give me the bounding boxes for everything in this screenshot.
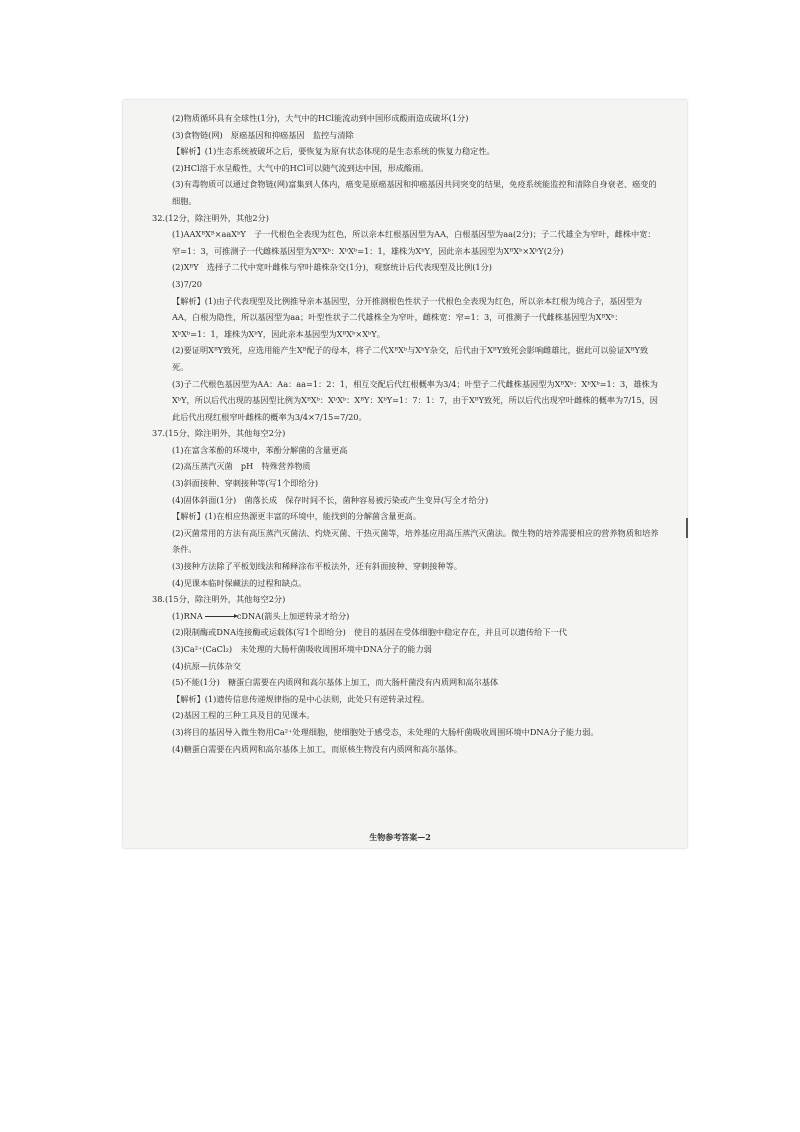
text-line: (3)食物链(网) 原癌基因和抑癌基因 监控与清除 xyxy=(172,129,354,140)
text-line: (1)在富含苯酚的环境中，苯酚分解菌的含量更高 xyxy=(172,444,348,455)
text-line: (2)灭菌常用的方法有高压蒸汽灭菌法、灼烧灭菌、干热灭菌等，培养基应用高压蒸汽灭菌法。微生物的培养需要相应的营养物质和培养条件。 xyxy=(172,527,659,555)
text-line: (2)HCl溶于水呈酸性，大气中的HCl可以随气流到达中国，形成酸雨。 xyxy=(172,162,429,173)
text-line: (2)XᴮY 选择子二代中宽叶雌株与窄叶雄株杂交(1分)，观察统计后代表现型及比例(1分) xyxy=(172,262,493,273)
text-line: 38.(15分，除注明外，其他每空2分) xyxy=(152,594,286,605)
text-line: 【解析】(1)遗传信息传递规律指的是中心法则，此处只有逆转录过程。 xyxy=(172,693,430,704)
page-edge-mark xyxy=(686,518,688,538)
q38-item-1 xyxy=(152,608,660,625)
answer-block-2 xyxy=(152,624,660,757)
page-footer: 生物参考答案—2 xyxy=(369,832,431,842)
text-line: (2)高压蒸汽灭菌 pH 特殊营养物质 xyxy=(172,461,311,472)
text-line: (3)子二代根色基因型为AA：Aa：aa=1：2：1，相互交配后代红根概率为3/4；叶型子二代雌株基因型为XᴮXᵇ：XᵇXᵇ=1：3，雄株为XᵇY，所以后代出现的基因型比例为XᴮXᵇ：XᵇXᵇ：XᴮY：XᵇY=1：7：1：7，由于XᴮY致死，所以后代出现窄叶雌株的概率为7/15，因此后代出现红根窄叶雌株的概率为3/4×7/15=7/20。 xyxy=(172,378,658,422)
answer-text xyxy=(152,110,660,757)
q38-item-1-pre: (1)RNA xyxy=(172,610,203,621)
text-line: (3)7/20 xyxy=(172,278,202,289)
text-line: (5)不能(1分) 糖蛋白需要在内质网和高尔基体上加工，而大肠杆菌没有内质网和高尔基体 xyxy=(172,677,499,688)
reverse-transcription-arrow xyxy=(203,608,237,625)
text-line: 32.(12分，除注明外，其他2分) xyxy=(152,212,269,223)
text-line: 【解析】(1)由子代表现型及比例推导亲本基因型，分开推测根色性状子一代根色全表现为红色，所以亲本红根为纯合子，基因型为AA，白根为隐性，所以基因型为aa；叶型性状子二代雄株全为窄叶，雌株宽：窄=1：3，可推测子一代雌株基因型为XᴮXᵇ：XᵇXᵇ=1：1，雄株为XᵇY，因此亲本基因型为XᴮXᵇ×XᵇY。 xyxy=(172,295,643,339)
text-line: 37.(15分，除注明外，其他每空2分) xyxy=(152,428,286,439)
text-line: (3)将目的基因导入微生物用Ca²⁺处理细胞，使细胞处于感受态，未处理的大肠杆菌吸收周围环境中DNA分子能力弱。 xyxy=(172,726,599,737)
answer-block-1 xyxy=(152,110,660,608)
text-line: (2)限制酶或DNA连接酶或运载体(写1个即给分) 使目的基因在受体细胞中稳定存在，并且可以遗传给下一代 xyxy=(172,627,567,638)
text-line: (3)接种方法除了平板划线法和稀释涂布平板法外，还有斜面接种、穿刺接种等。 xyxy=(172,561,462,572)
text-line: (3)斜面接种、穿刺接种等(写1个即给分) xyxy=(172,478,319,489)
text-line: (3)有毒物质可以通过食物链(网)富集到人体内，癌变是原癌基因和抑癌基因共同突变的结果，免疫系统能监控和清除自身衰老、癌变的细胞。 xyxy=(172,179,657,206)
text-line: (2)基因工程的三种工具及目的见课本。 xyxy=(172,710,315,721)
text-line: (4)抗原—抗体杂交 xyxy=(172,660,241,671)
text-line: 【解析】(1)生态系统被破坏之后，要恢复为原有状态体现的是生态系统的恢复力稳定性。 xyxy=(172,146,495,157)
text-line: (3)Ca²⁺(CaCl₂) 未处理的大肠杆菌吸收周围环境中DNA分子的能力弱 xyxy=(172,644,432,654)
text-line: (1)AAXᴮXᴮ×aaXᵇY 子一代根色全表现为红色，所以亲本红根基因型为AA，白根基因型为aa(2分)；子二代雄全为窄叶，雌株中宽：窄=1：3，可推测子一代雌株基因型为XᴮXᵇ：XᵇXᵇ=1：1，雄株为XᵇY，因此亲本基因型为XᴮXᵇ×XᵇY(2分) xyxy=(172,229,656,256)
text-line: (2)物质循环具有全球性(1分)，大气中的HCl能流动到中国形成酸雨造成破坏(1分) xyxy=(172,113,469,123)
text-line: (4)糖蛋白需要在内质网和高尔基体上加工，而原核生物没有内质网和高尔基体。 xyxy=(172,743,462,754)
text-line: (2)要证明XᴮY致死，应选用能产生Xᴮ配子的母本，将子二代XᴮXᵇ与XᵇY杂交，后代由于XᴮY致死会影响雌雄比，据此可以验证XᴮY致死。 xyxy=(172,345,649,372)
text-line: 【解析】(1)在相应热源更丰富的环境中，能找到的分解菌含量更高。 xyxy=(172,511,422,522)
arrow-icon xyxy=(205,616,235,617)
q38-item-1-post: cDNA(箭头上加逆转录才给分) xyxy=(236,610,350,621)
text-line: (4)见课本临时保藏法的过程和缺点。 xyxy=(172,577,307,588)
text-line: (4)固体斜面(1分) 菌落长成 保存时间不长，菌种容易被污染或产生变异(写全才给分) xyxy=(172,494,489,505)
